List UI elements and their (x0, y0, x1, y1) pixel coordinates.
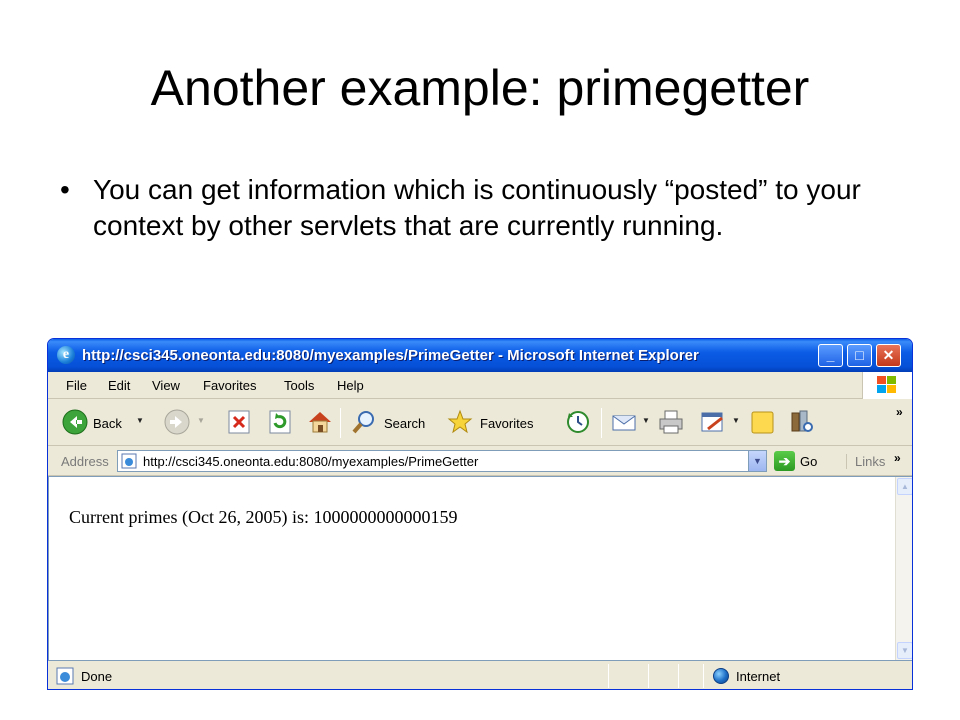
minimize-button[interactable]: _ (818, 344, 843, 367)
go-button[interactable] (774, 451, 834, 471)
status-separator (648, 664, 649, 688)
address-bar (48, 446, 912, 476)
ie-logo-icon: e (57, 346, 75, 364)
window-title: http://csci345.oneonta.edu:8080/myexamples/PrimeGetter - Microsoft Internet Explorer (82, 347, 699, 364)
refresh-icon[interactable] (267, 409, 293, 435)
status-text: Done (81, 669, 113, 684)
back-icon[interactable] (62, 409, 88, 435)
maximize-button[interactable]: □ (847, 344, 872, 367)
page-done-icon (56, 667, 74, 685)
messenger-icon[interactable] (789, 409, 815, 435)
menu-favorites[interactable]: Favorites (203, 378, 257, 393)
go-label: Go (800, 454, 818, 469)
links-label[interactable]: Links (846, 454, 885, 469)
windows-logo-icon (877, 376, 897, 394)
toolbar-separator (601, 408, 602, 438)
slide-title: Another example: primegetter (150, 60, 810, 116)
toolbar-overflow-icon[interactable]: » (896, 405, 900, 419)
address-label: Address (61, 454, 109, 469)
go-arrow-icon: ➔ (774, 451, 795, 471)
mail-icon[interactable] (611, 409, 637, 435)
address-url[interactable]: http://csci345.oneonta.edu:8080/myexamples/PrimeGetter (143, 454, 479, 469)
home-icon[interactable] (307, 409, 333, 435)
menu-edit[interactable]: Edit (108, 378, 131, 393)
page-icon (121, 453, 137, 469)
links-overflow-icon[interactable]: » (894, 451, 898, 465)
internet-zone-icon (713, 668, 729, 684)
bullet-marker: • (60, 174, 70, 205)
scroll-up-icon[interactable]: ▲ (897, 478, 913, 495)
folder-icon[interactable] (750, 409, 776, 435)
zone-text: Internet (736, 669, 781, 684)
menu-bar (48, 372, 912, 399)
back-label[interactable]: Back (93, 416, 122, 431)
forward-dropdown-icon[interactable]: ▼ (197, 416, 205, 425)
address-dropdown-icon[interactable]: ▼ (748, 451, 766, 471)
favorites-star-icon[interactable] (447, 409, 473, 435)
bullet-text: You can get information which is continuously “posted” to your context by other servlets that are currently running. (93, 174, 861, 241)
edit-icon[interactable] (700, 409, 726, 435)
back-dropdown-icon[interactable]: ▼ (136, 416, 144, 425)
forward-icon[interactable] (164, 409, 190, 435)
prime-output-text: Current primes (Oct 26, 2005) is: 1000000000000159 (69, 507, 458, 527)
scroll-down-icon[interactable]: ▼ (897, 642, 913, 659)
status-separator (703, 664, 704, 688)
search-icon[interactable] (351, 409, 377, 435)
vertical-scrollbar[interactable] (895, 477, 913, 660)
title-bar[interactable] (48, 339, 912, 372)
mail-dropdown-icon[interactable]: ▼ (642, 416, 650, 425)
edit-dropdown-icon[interactable]: ▼ (732, 416, 740, 425)
address-input[interactable] (117, 450, 767, 472)
standard-toolbar (48, 399, 912, 446)
search-label[interactable]: Search (384, 416, 426, 431)
menu-tools[interactable]: Tools (284, 378, 315, 393)
menu-view[interactable]: View (152, 378, 180, 393)
menu-help[interactable]: Help (337, 378, 364, 393)
toolbar-separator (340, 408, 341, 438)
browser-window (47, 338, 913, 690)
page-content (48, 476, 913, 661)
print-icon[interactable] (658, 409, 684, 435)
stop-icon[interactable] (226, 409, 252, 435)
history-icon[interactable] (565, 409, 591, 435)
status-separator (678, 664, 679, 688)
close-button[interactable]: ✕ (876, 344, 901, 367)
status-bar (48, 661, 912, 690)
menu-file[interactable]: File (66, 378, 87, 393)
windows-throbber (862, 372, 912, 399)
favorites-label[interactable]: Favorites (480, 416, 534, 431)
status-separator (608, 664, 609, 688)
